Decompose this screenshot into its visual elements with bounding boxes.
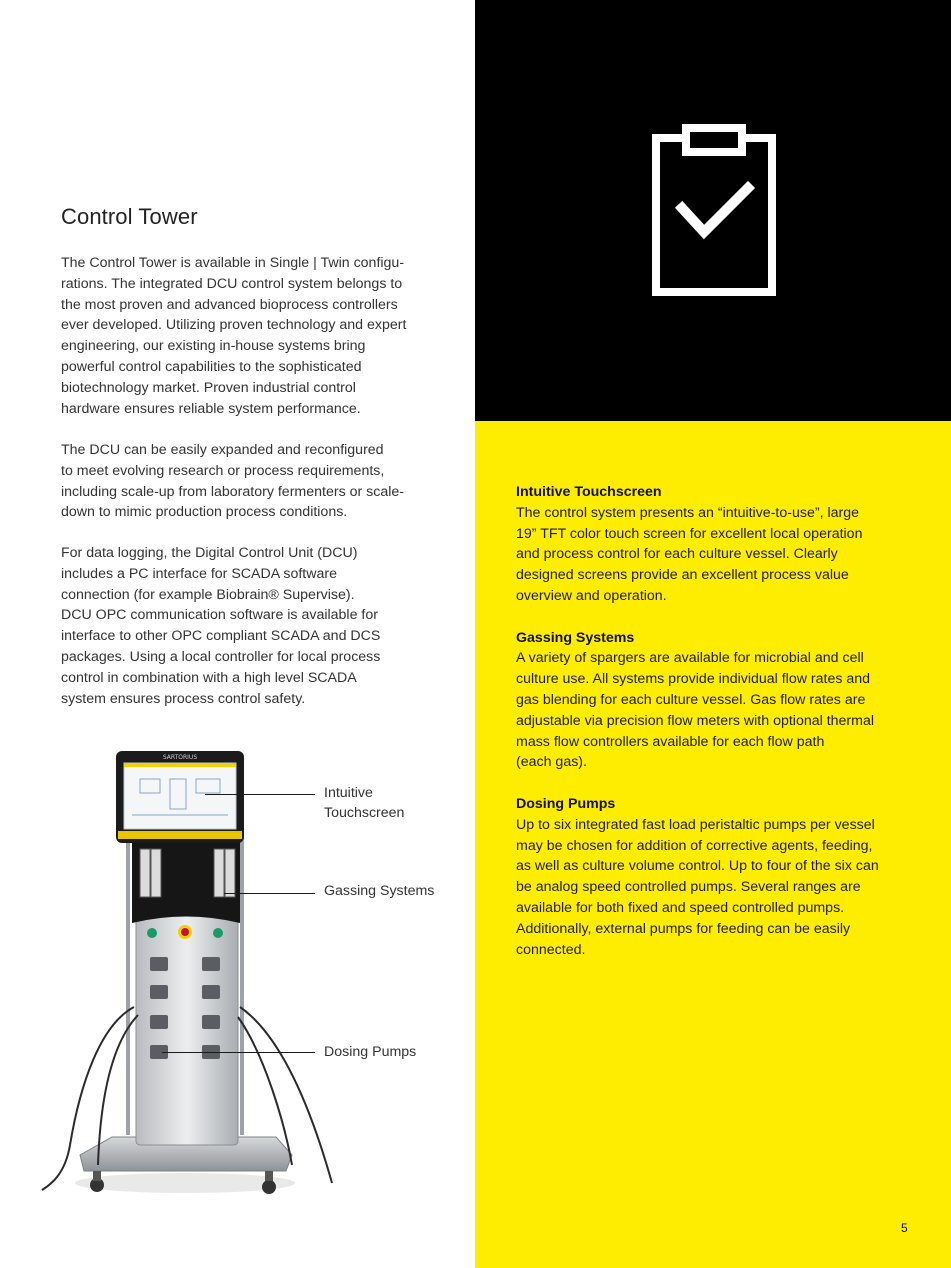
paragraph-line: For data logging, the Digital Control Unit (DCU) [61, 545, 358, 561]
feature-line: adjustable via precision flow meters with optional thermal [516, 712, 875, 729]
paragraph-line: connection (for example Biobrain® Supervise). [61, 586, 355, 603]
brand-logo: SARTORIUS [162, 754, 198, 761]
callout-line-text: Dosing Pumps [324, 1044, 417, 1060]
paragraph-line: down to mimic production process conditions. [61, 504, 348, 521]
feature-touchscreen [516, 482, 916, 607]
feature-line: The control system presents an “intuitive-to-use”, large [516, 504, 860, 521]
feature-dosing [516, 794, 916, 960]
paragraph-line: biotechnology market. Proven industrial control [61, 379, 356, 396]
feature-line: Up to six integrated fast load peristaltic pumps per vessel [516, 816, 875, 833]
feature-line: mass flow controllers available for each flow path [516, 733, 825, 750]
paragraph-line: including scale-up from laboratory fermenters or scale- [61, 483, 405, 500]
paragraph-line: DCU OPC communication software is available for [61, 607, 378, 624]
feature-body [516, 503, 916, 607]
feature-line: be analog speed controlled pumps. Several ranges are [516, 879, 861, 896]
feature-body [516, 815, 916, 961]
feature-line: and process control for each culture vessel. Clearly [516, 546, 838, 563]
paragraph-line: hardware ensures reliable system performance. [61, 400, 361, 417]
paragraph-line: packages. Using a local controller for local process [61, 648, 381, 665]
paragraph-line: the most proven and advanced bioprocess controllers [61, 296, 398, 313]
feature-line: may be chosen for addition of corrective agents, feeding, [516, 837, 873, 854]
feature-heading: Gassing Systems [516, 629, 635, 646]
feature-line: Additionally, external pumps for feeding can be easily [516, 920, 851, 937]
feature-heading: Intuitive Touchscreen [516, 484, 662, 500]
paragraph-line: rations. The integrated DCU control system belongs to [61, 275, 403, 292]
data-logging-paragraph [61, 543, 446, 709]
callout-dosing [324, 1042, 416, 1062]
page-number: 5 [901, 1221, 908, 1235]
callout-line-touchscreen [205, 794, 315, 795]
paragraph-line: ever developed. Utilizing proven technology and expert [61, 317, 407, 334]
paragraph-line: interface to other OPC compliant SCADA and DCS [61, 628, 381, 645]
feature-gassing [516, 628, 916, 774]
feature-line: available for both fixed and speed controlled pumps. [516, 899, 845, 916]
expansion-paragraph [61, 440, 446, 523]
callout-line-dosing [162, 1052, 315, 1053]
feature-line: connected. [516, 941, 586, 958]
clipboard-check-icon [650, 124, 778, 298]
section-title: Control Tower [61, 204, 198, 229]
feature-line: (each gas). [516, 754, 587, 771]
feature-line: gas blending for each culture vessel. Gas flow rates are [516, 691, 866, 708]
paragraph-line: control in combination with a high level SCADA [61, 669, 357, 686]
callout-line-text: Intuitive [324, 785, 373, 801]
paragraph-line: system ensures process control safety. [61, 690, 306, 707]
callout-touchscreen [324, 783, 404, 823]
callout-line-gassing [224, 893, 315, 894]
paragraph-line: includes a PC interface for SCADA software [61, 565, 337, 582]
feature-heading: Dosing Pumps [516, 795, 616, 812]
paragraph-line: engineering, our existing in-house systems bring [61, 338, 366, 355]
feature-body [516, 648, 916, 773]
paragraph-line: powerful control capabilities to the sophisticated [61, 358, 362, 375]
feature-line: designed screens provide an excellent process value [516, 567, 849, 584]
intro-paragraph [61, 253, 446, 419]
feature-list [516, 482, 916, 981]
paragraph-line: to meet evolving research or process requirements, [61, 462, 385, 479]
paragraph-line: The DCU can be easily expanded and reconfigured [61, 442, 384, 458]
feature-line: 19” TFT color touch screen for excellent local operation [516, 525, 863, 542]
paragraph-line: The Control Tower is available in Single | Twin configu- [61, 255, 405, 271]
feature-line: A variety of spargers are available for microbial and cell [516, 650, 864, 667]
control-tower-illustration [40, 745, 340, 1207]
callout-gassing [324, 881, 434, 901]
feature-line: as well as culture volume control. Up to four of the six can [516, 858, 879, 875]
feature-line: culture use. All systems provide individual flow rates and [516, 671, 871, 688]
callout-line-text: Touchscreen [324, 805, 405, 821]
callout-line-text: Gassing Systems [324, 883, 435, 899]
feature-line: overview and operation. [516, 587, 667, 604]
